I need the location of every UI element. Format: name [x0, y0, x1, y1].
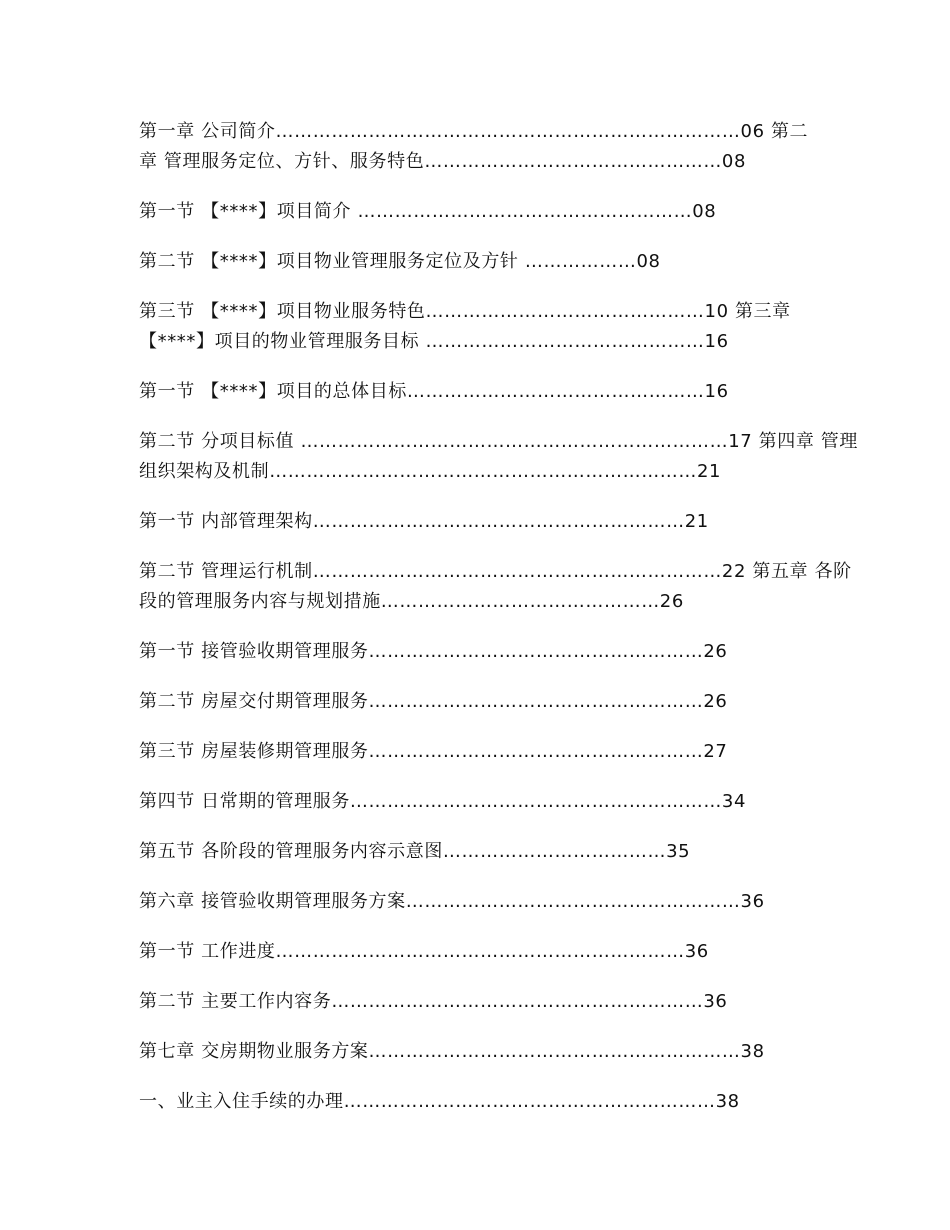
- toc-entry[interactable]: [139, 297, 809, 357]
- toc-line: 一、业主入住手续的办理……………………………………………………38: [139, 1091, 740, 1112]
- toc-line: 第一节 接管验收期管理服务………………………………………………26: [139, 641, 728, 662]
- toc-line: 第六章 接管验收期管理服务方案………………………………………………36: [139, 891, 765, 912]
- toc-entry[interactable]: [139, 507, 809, 537]
- toc-line: 第一章 公司简介…………………………………………………………………06 第二: [139, 121, 809, 142]
- toc-entry[interactable]: [139, 737, 809, 767]
- toc-line: 第二节 主要工作内容务……………………………………………………36: [139, 991, 728, 1012]
- toc-entry[interactable]: [139, 247, 809, 277]
- toc-entry[interactable]: [139, 687, 809, 717]
- toc-line: 【****】项目的物业管理服务目标 ………………………………………16: [139, 331, 729, 352]
- toc-entry[interactable]: [139, 837, 809, 867]
- toc-line: 段的管理服务内容与规划措施………………………………………26: [139, 591, 684, 612]
- toc-entry[interactable]: [139, 197, 809, 227]
- toc-entry[interactable]: [139, 787, 809, 817]
- toc-entry[interactable]: [139, 557, 852, 617]
- toc-entry[interactable]: [139, 117, 809, 177]
- toc-line: 第四节 日常期的管理服务……………………………………………………34: [139, 791, 747, 812]
- toc-entry[interactable]: [139, 1037, 809, 1067]
- toc-entry[interactable]: [139, 1087, 809, 1117]
- toc-line: 第二节 分项目标值 ……………………………………………………………17 第四章 管理: [139, 431, 858, 452]
- toc-entry[interactable]: [139, 377, 809, 407]
- toc-line: 第七章 交房期物业服务方案……………………………………………………38: [139, 1041, 765, 1062]
- toc-line: 第二节 管理运行机制…………………………………………………………22 第五章 各阶: [139, 561, 852, 582]
- toc-line: 第一节 【****】项目简介 ………………………………………………08: [139, 201, 717, 222]
- table-of-contents: [139, 117, 858, 1117]
- toc-entry[interactable]: [139, 427, 858, 487]
- toc-line: 第三节 【****】项目物业服务特色………………………………………10 第三章: [139, 301, 791, 322]
- toc-line: 第一节 内部管理架构……………………………………………………21: [139, 511, 709, 532]
- toc-entry[interactable]: [139, 637, 809, 667]
- toc-line: 组织架构及机制……………………………………………………………21: [139, 461, 722, 482]
- toc-line: 第一节 【****】项目的总体目标…………………………………………16: [139, 381, 729, 402]
- toc-line: 章 管理服务定位、方针、服务特色…………………………………………08: [139, 151, 747, 172]
- toc-line: 第二节 房屋交付期管理服务………………………………………………26: [139, 691, 728, 712]
- toc-line: 第一节 工作进度…………………………………………………………36: [139, 941, 709, 962]
- toc-line: 第三节 房屋装修期管理服务………………………………………………27: [139, 741, 728, 762]
- toc-entry[interactable]: [139, 937, 809, 967]
- toc-entry[interactable]: [139, 987, 809, 1017]
- toc-line: 第二节 【****】项目物业管理服务定位及方针 ………………08: [139, 251, 661, 272]
- toc-entry[interactable]: [139, 887, 809, 917]
- toc-line: 第五节 各阶段的管理服务内容示意图………………………………35: [139, 841, 691, 862]
